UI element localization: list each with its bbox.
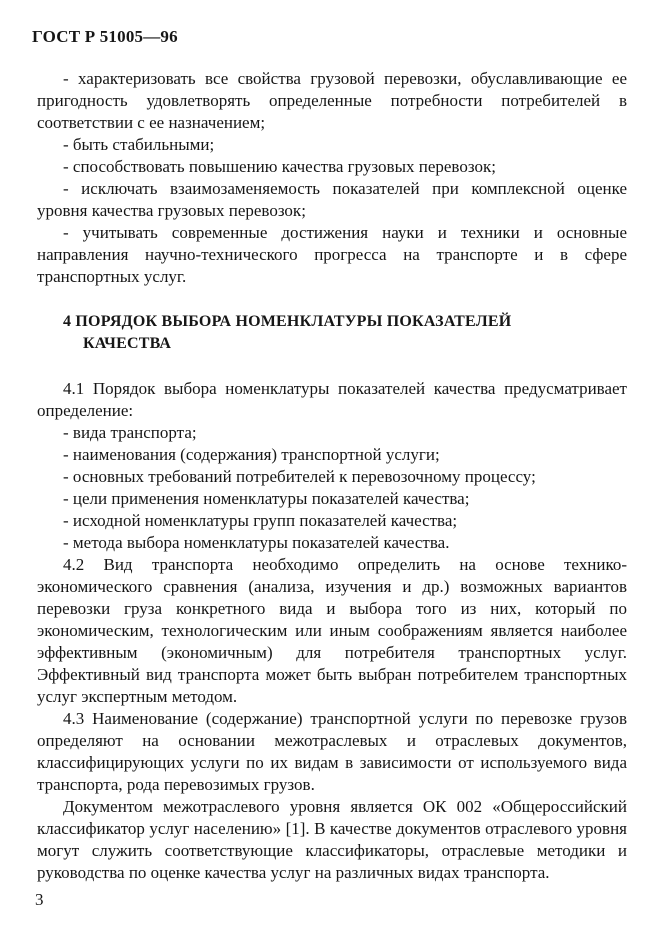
paragraph-4-1-item-6: - метода выбора номенклатуры показателей качества. [63,533,450,552]
paragraph-4-1-item-5: - исходной номенклатуры групп показателей качества; [63,511,458,530]
page-number: 3 [35,890,44,909]
paragraph-4-3-continued: Документом межотраслевого уровня является ОК 002 «Общероссийский классификатор услуг населению» [1]. В качестве документов отраслевого уровня могут служить соответствующие классификаторы, отраслевые методики и руководства по оценке качества услуг на различных видах транспорта. [37,797,627,882]
section-4-heading-line-2: КАЧЕСТВА [83,335,172,352]
paragraph-4-1-item-4: - цели применения номенклатуры показателей качества; [63,489,470,508]
document-code-header: ГОСТ Р 51005—96 [32,27,178,46]
page-content [37,68,627,884]
paragraph-4-1-item-2: - наименования (содержания) транспортной услуги; [63,445,440,464]
paragraph-4-1-item-1: - вида транспорта; [63,423,197,442]
paragraph-4-2: 4.2 Вид транспорта необходимо определить на основе технико-экономического сравнения (анализа, изучения и др.) возможных вариантов перевозки груза конкретного вида и выбора того из них, который по экономическим, технологическим или иным соображениям является наиболее эффективным (экономичным) для потребителя транспортных услуг. Эффективный вид транспорта может быть выбран потребителем транспортных услуг экспертным методом. [37,555,627,706]
intro-list-item-5: - учитывать современные достижения науки и техники и основные направления научно-технического прогресса на транспорте и в сфере транспортных услуг. [37,223,627,286]
intro-list-item-3: - способствовать повышению качества грузовых перевозок; [63,157,496,176]
section-4-heading-line-1: 4 ПОРЯДОК ВЫБОРА НОМЕНКЛАТУРЫ ПОКАЗАТЕЛЕЙ [63,313,512,330]
paragraph-4-3: 4.3 Наименование (содержание) транспортной услуги по перевозке грузов определяют на основании межотраслевых и отраслевых документов, классифицирующих услуги по их видам в зависимости от используемого вида транспорта, рода перевозимых грузов. [37,709,627,794]
section-4-heading [63,311,627,355]
intro-list-item-2: - быть стабильными; [63,135,215,154]
intro-list-item-4: - исключать взаимозаменяемость показателей при комплексной оценке уровня качества грузовых перевозок; [37,179,627,220]
paragraph-4-1: 4.1 Порядок выбора номенклатуры показателей качества предусматривает определение: [37,379,627,420]
intro-list-item-1: - характеризовать все свойства грузовой перевозки, обуславливающие ее пригодность удовлетворять определенные потребности потребителей в соответствии с ее назначением; [37,69,627,132]
paragraph-4-1-item-3: - основных требований потребителей к перевозочному процессу; [63,467,536,486]
